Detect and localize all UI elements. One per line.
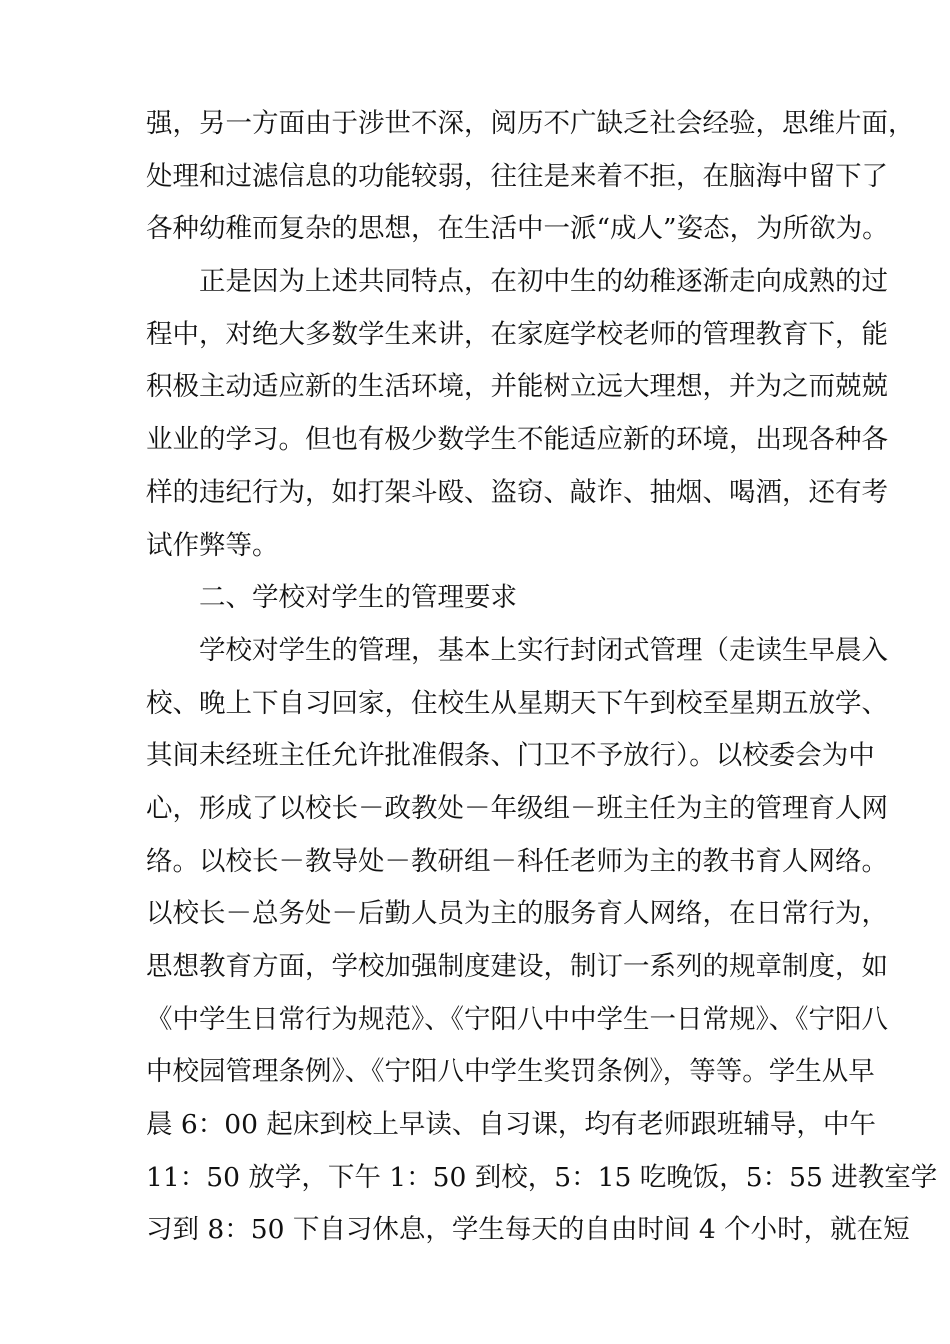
text-line: 11：50 放学，下午 1：50 到校，5：15 吃晚饭，5：55 进教室学 <box>146 1161 938 1193</box>
text-line: 以校长－总务处－后勤人员为主的服务育人网络，在日常行为， <box>146 898 888 930</box>
section-heading: 二、学校对学生的管理要求 <box>199 582 517 614</box>
text-line: 校、晚上下自习回家，住校生从星期天下午到校至星期五放学、 <box>146 687 888 719</box>
text-line: 习到 8：50 下自习休息，学生每天的自由时间 4 个小时，就在短 <box>146 1214 910 1246</box>
body-text <box>146 98 938 1257</box>
text-line: 中校园管理条例》、《宁阳八中学生奖罚条例》，等等。学生从早 <box>146 1056 875 1088</box>
text-line: 其间未经班主任允许批准假条、门卫不予放行）。以校委会为中 <box>146 740 875 772</box>
text-line: 正是因为上述共同特点，在初中生的幼稚逐渐走向成熟的过 <box>199 266 888 298</box>
text-line: 络。以校长－教导处－教研组－科任老师为主的教书育人网络。 <box>146 845 888 877</box>
text-line: 强，另一方面由于涉世不深，阅历不广缺乏社会经验，思维片面， <box>146 108 915 139</box>
text-line: 各种幼稚而复杂的思想，在生活中一派“成人”姿态，为所欲为。 <box>146 213 889 245</box>
text-line: 《中学生日常行为规范》、《宁阳八中中学生一日常规》、《宁阳八 <box>146 1003 888 1035</box>
text-line: 思想教育方面，学校加强制度建设，制订一系列的规章制度，如 <box>146 951 888 982</box>
text-line: 心，形成了以校长－政教处－年级组－班主任为主的管理育人网 <box>146 792 888 824</box>
text-line: 样的违纪行为，如打架斗殴、盗窃、敲诈、抽烟、喝酒，还有考 <box>146 476 888 508</box>
text-line: 晨 6：00 起床到校上早读、自习课，均有老师跟班辅导，中午 <box>146 1109 876 1141</box>
text-line: 学校对学生的管理，基本上实行封闭式管理（走读生早晨入 <box>199 634 888 666</box>
text-line: 试作弊等。 <box>146 529 279 561</box>
text-line: 处理和过滤信息的功能较弱，往往是来着不拒，在脑海中留下了 <box>146 160 888 192</box>
text-line: 程中，对绝大多数学生来讲，在家庭学校老师的管理教育下，能 <box>146 318 888 350</box>
text-line: 积极主动适应新的生活环境，并能树立远大理想，并为之而兢兢 <box>146 371 888 403</box>
text-line: 业业的学习。但也有极少数学生不能适应新的环境，出现各种各 <box>146 424 888 456</box>
